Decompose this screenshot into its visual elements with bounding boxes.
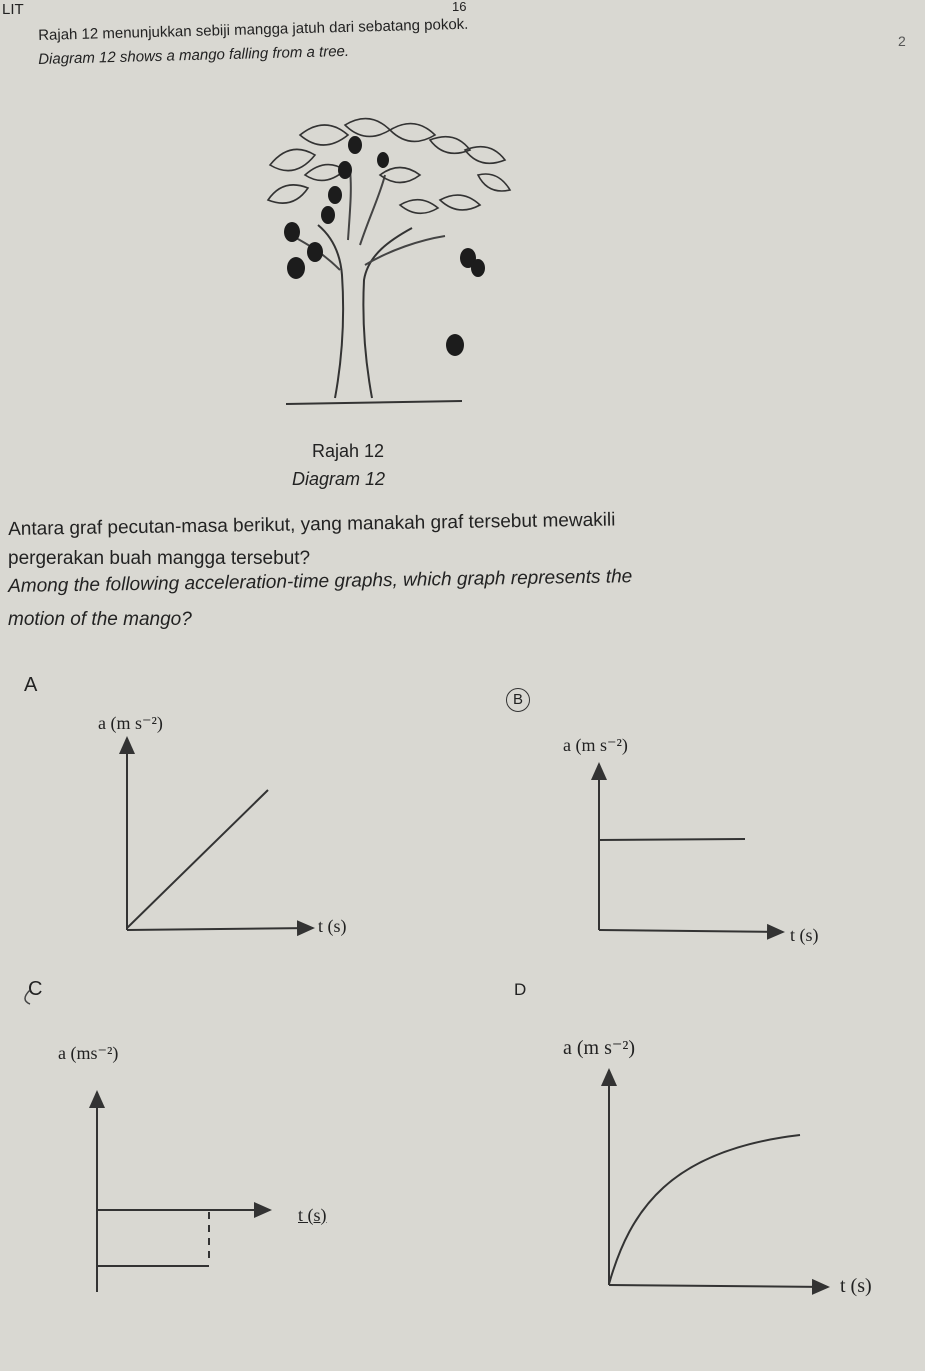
option-b-label: B	[506, 688, 530, 712]
option-d-y-axis-label: a (m s⁻²)	[563, 1037, 636, 1059]
option-d-x-axis-label: t (s)	[840, 1275, 872, 1297]
question-english-line1: Among the following acceleration-time graphs, which graph represents the	[7, 566, 633, 597]
option-d-graph	[609, 1070, 828, 1287]
option-a-graph	[127, 738, 313, 930]
intro-english: Diagram 12 shows a mango falling from a tree.	[37, 42, 350, 68]
option-a-y-axis-label: a (m s⁻²)	[98, 713, 163, 733]
question-malay-line1: Antara graf pecutan-masa berikut, yang manakah graf tersebut mewakili	[7, 509, 616, 540]
margin-mark: 2	[898, 33, 906, 49]
option-b-x-axis-label: t (s)	[790, 925, 819, 945]
question-english-line2: motion of the mango?	[8, 609, 192, 630]
option-b-y-axis-label: a (m s⁻²)	[563, 735, 628, 755]
option-b-graph	[599, 764, 783, 932]
option-a-label: A	[24, 674, 38, 696]
option-c-label: C	[28, 978, 43, 1000]
figure-caption-english: Diagram 12	[292, 469, 386, 489]
option-c-x-axis-label: t (s)	[298, 1205, 327, 1225]
option-d-label: D	[514, 980, 527, 999]
option-c-y-axis-label: a (ms⁻²)	[58, 1043, 119, 1063]
page-number: 16	[452, 0, 467, 14]
question-malay-line2: pergerakan buah mangga tersebut?	[8, 548, 311, 569]
intro-malay: Rajah 12 menunjukkan sebiji mangga jatuh dari sebatang pokok.	[37, 15, 469, 44]
option-a-x-axis-label: t (s)	[318, 916, 347, 936]
figure-caption-malay: Rajah 12	[312, 441, 385, 461]
paper-code: LIT	[2, 1, 24, 18]
option-c-graph	[97, 1092, 270, 1292]
